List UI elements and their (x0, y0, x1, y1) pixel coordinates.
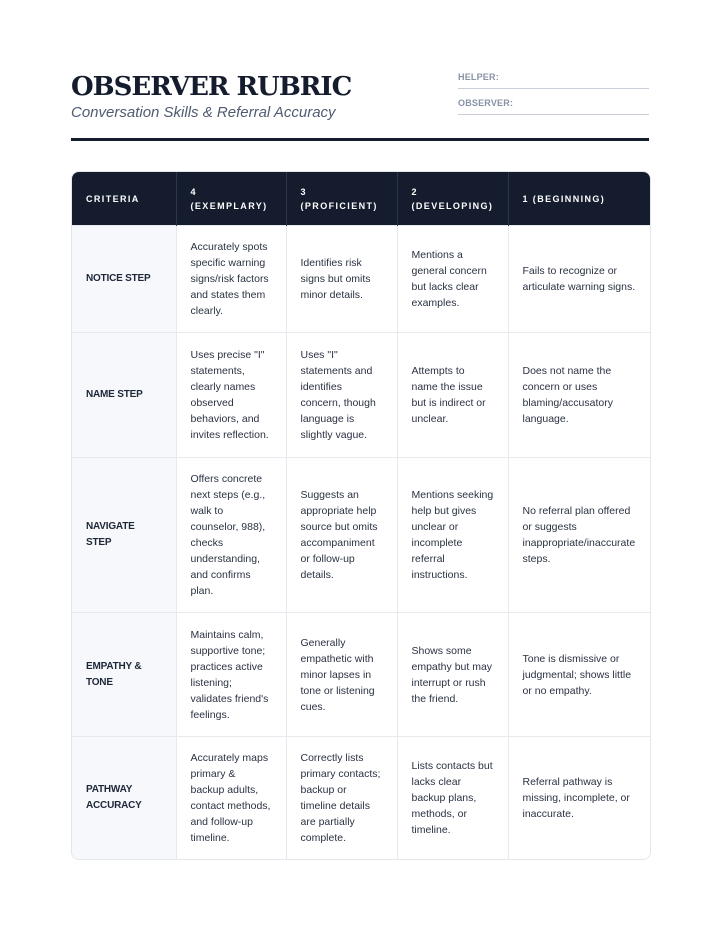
score-4-cell: Accurately maps primary & backup adults, contact methods, and follow-up timeline. (176, 737, 286, 860)
score-2-cell: Shows some empathy but may interrupt or rush the friend. (397, 613, 508, 737)
header (71, 72, 649, 132)
page-title: OBSERVER RUBRIC (71, 72, 352, 102)
score-1-cell: Does not name the concern or uses blaming/accusatory language. (508, 333, 650, 458)
score-3-cell: Identifies risk signs but omits minor details. (286, 226, 397, 333)
score-4-cell: Maintains calm, supportive tone; practices active listening; validates friend's feelings. (176, 613, 286, 737)
criteria-cell: NAVIGATE STEP (72, 458, 176, 613)
score-2-cell: Mentions seeking help but gives unclear or incomplete referral instructions. (397, 458, 508, 613)
table-row (72, 333, 650, 458)
observer-field[interactable] (458, 98, 649, 115)
score-3-cell: Uses "I" statements and identifies concern, though language is slightly vague. (286, 333, 397, 458)
column-header-beginning: 1 (BEGINNING) (508, 172, 650, 226)
table-row (72, 737, 650, 860)
score-3-cell: Suggests an appropriate help source but omits accompaniment or follow-up details. (286, 458, 397, 613)
page-subtitle: Conversation Skills & Referral Accuracy (71, 104, 336, 121)
rubric-table (72, 172, 650, 859)
column-header-proficient: 3 (PROFICIENT) (286, 172, 397, 226)
score-1-cell: Referral pathway is missing, incomplete, or inaccurate. (508, 737, 650, 860)
score-1-cell: Tone is dismissive or judgmental; shows little or no empathy. (508, 613, 650, 737)
score-1-cell: No referral plan offered or suggests inappropriate/inaccurate steps. (508, 458, 650, 613)
criteria-cell: EMPATHY & TONE (72, 613, 176, 737)
table-row (72, 458, 650, 613)
score-2-cell: Mentions a general concern but lacks clear examples. (397, 226, 508, 333)
table-row (72, 613, 650, 737)
header-divider (71, 138, 649, 141)
score-1-cell: Fails to recognize or articulate warning signs. (508, 226, 650, 333)
column-header-developing: 2 (DEVELOPING) (397, 172, 508, 226)
helper-field[interactable] (458, 72, 649, 89)
column-header-criteria: CRITERIA (72, 172, 176, 226)
table-row (72, 226, 650, 333)
criteria-cell: PATHWAY ACCURACY (72, 737, 176, 860)
score-4-cell: Offers concrete next steps (e.g., walk to counselor, 988), checks understanding, and confirms plan. (176, 458, 286, 613)
helper-label: HELPER: (458, 72, 499, 82)
score-2-cell: Lists contacts but lacks clear backup plans, methods, or timeline. (397, 737, 508, 860)
score-4-cell: Accurately spots specific warning signs/risk factors and states them clearly. (176, 226, 286, 333)
score-3-cell: Correctly lists primary contacts; backup or timeline details are partially complete. (286, 737, 397, 860)
observer-label: OBSERVER: (458, 98, 514, 108)
score-2-cell: Attempts to name the issue but is indirect or unclear. (397, 333, 508, 458)
rubric-table-container (71, 171, 651, 860)
column-header-exemplary: 4 (EXEMPLARY) (176, 172, 286, 226)
score-3-cell: Generally empathetic with minor lapses in tone or listening cues. (286, 613, 397, 737)
score-4-cell: Uses precise "I" statements, clearly names observed behaviors, and invites reflection. (176, 333, 286, 458)
criteria-cell: NOTICE STEP (72, 226, 176, 333)
criteria-cell: NAME STEP (72, 333, 176, 458)
table-header-row (72, 172, 650, 226)
